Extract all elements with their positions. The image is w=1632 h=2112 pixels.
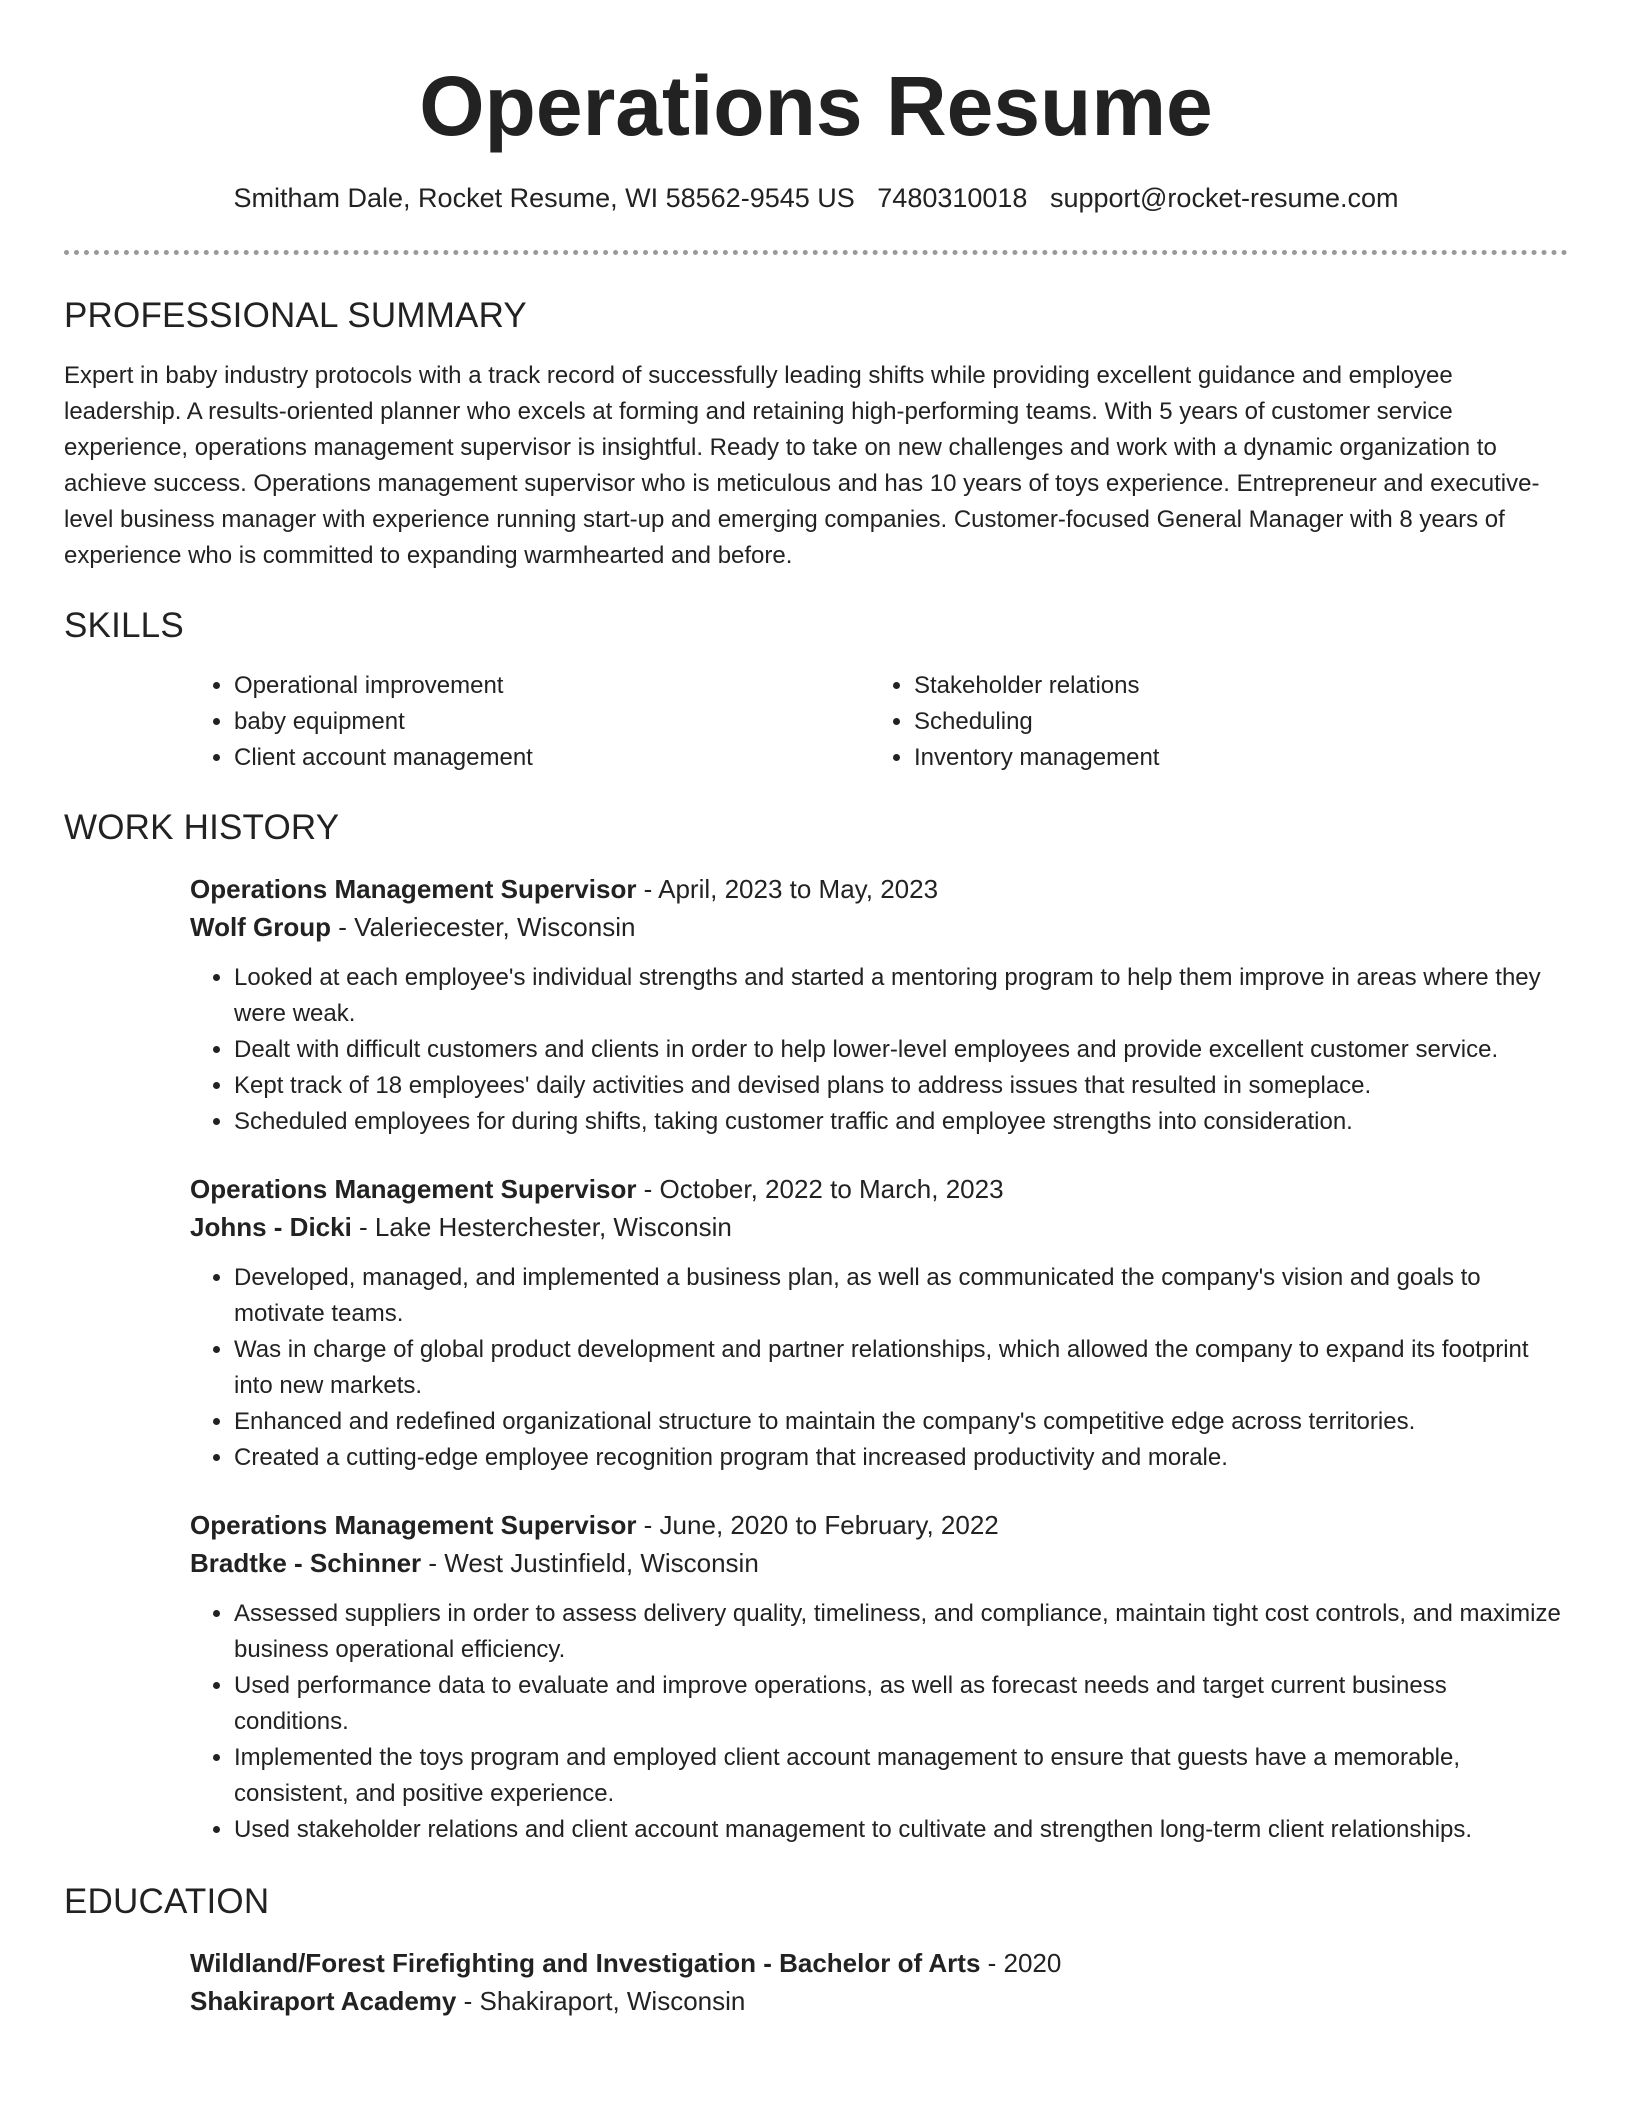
job-dates: - June, 2020 to February, 2022 xyxy=(636,1510,999,1540)
resume-title: Operations Resume xyxy=(419,59,1213,153)
job-bullets xyxy=(190,960,1568,1140)
education-degree-line xyxy=(190,1944,1568,1982)
job-company: Johns - Dicki xyxy=(190,1212,352,1242)
job-role: Operations Management Supervisor xyxy=(190,874,637,904)
contact-phone: 7480310018 xyxy=(877,183,1028,213)
skill-item: • Scheduling xyxy=(914,704,1550,740)
job-company: Wolf Group xyxy=(190,912,332,942)
job-title-line xyxy=(190,1170,1568,1208)
job-dates: - October, 2022 to March, 2023 xyxy=(636,1174,1004,1204)
job-dates: - April, 2023 to May, 2023 xyxy=(636,874,939,904)
job-location: - Valeriecester, Wisconsin xyxy=(331,912,636,942)
skill-item: • Stakeholder relations xyxy=(914,668,1550,704)
job-bullet: • Enhanced and redefined organizational structure to maintain the company's competitive edge across territories. xyxy=(234,1404,1568,1440)
education-degree: Wildland/Forest Firefighting and Investigation - Bachelor of Arts xyxy=(190,1948,981,1978)
job-entry xyxy=(190,1506,1568,1848)
job-location: - West Justinfield, Wisconsin xyxy=(421,1548,759,1578)
skills-heading: SKILLS xyxy=(64,606,184,645)
education-section xyxy=(64,1878,1568,2020)
job-company-line xyxy=(190,1208,1568,1246)
education-year: - 2020 xyxy=(980,1948,1062,1978)
job-role: Operations Management Supervisor xyxy=(190,1174,637,1204)
skill-item: • Client account management xyxy=(234,740,870,776)
skills-list-left xyxy=(190,668,870,776)
job-role: Operations Management Supervisor xyxy=(190,1510,637,1540)
job-title-line xyxy=(190,1506,1568,1544)
job-company-line xyxy=(190,908,1568,946)
job-bullet: • Was in charge of global product development and partner relationships, which allowed the company to expand its footprint into new markets. xyxy=(234,1332,1568,1404)
job-company: Bradtke - Schinner xyxy=(190,1548,422,1578)
job-company-line xyxy=(190,1544,1568,1582)
skill-item: • baby equipment xyxy=(234,704,870,740)
education-school-line xyxy=(190,1982,1568,2020)
summary-heading: PROFESSIONAL SUMMARY xyxy=(64,296,527,335)
contact-address: Smitham Dale, Rocket Resume, WI 58562-9545 US xyxy=(233,183,855,213)
skill-item: • Operational improvement xyxy=(234,668,870,704)
job-bullet: • Kept track of 18 employees' daily activities and devised plans to address issues that resulted in someplace. xyxy=(234,1068,1568,1104)
job-bullet: • Looked at each employee's individual strengths and started a mentoring program to help them improve in areas where they were weak. xyxy=(234,960,1568,1032)
job-bullet: • Assessed suppliers in order to assess delivery quality, timeliness, and compliance, maintain tight cost controls, and maximize business operational efficiency. xyxy=(234,1596,1568,1668)
education-school: Shakiraport Academy xyxy=(190,1986,457,2016)
job-bullet: • Dealt with difficult customers and clients in order to help lower-level employees and provide excellent customer service. xyxy=(234,1032,1568,1068)
contact-line xyxy=(0,180,1632,216)
job-entry xyxy=(190,1170,1568,1476)
summary-text: Expert in baby industry protocols with a track record of successfully leading shifts while providing excellent guidance and employee leadership. A results-oriented planner who excels at forming and retaining high-performing teams. With 5 years of customer service experience, operations management supervisor is insightful. Ready to take on new challenges and work with a dynamic organization to achieve success. Operations management supervisor who is meticulous and has 10 years of toys experience. Entrepreneur and executive-level business manager with experience running start-up and emerging companies. Customer-focused General Manager with 8 years of experience who is committed to expanding warmhearted and before. xyxy=(64,362,1540,569)
header-divider xyxy=(64,250,1568,255)
job-title-line xyxy=(190,870,1568,908)
work-heading: WORK HISTORY xyxy=(64,808,340,847)
job-bullet: • Scheduled employees for during shifts, taking customer traffic and employee strengths into consideration. xyxy=(234,1104,1568,1140)
skill-item: • Inventory management xyxy=(914,740,1550,776)
job-bullet: • Created a cutting-edge employee recognition program that increased productivity and morale. xyxy=(234,1440,1568,1476)
job-bullets xyxy=(190,1596,1568,1848)
skills-list-right xyxy=(870,668,1550,776)
job-location: - Lake Hesterchester, Wisconsin xyxy=(351,1212,732,1242)
resume-content xyxy=(64,292,1568,2048)
job-entry xyxy=(190,870,1568,1140)
job-bullet: • Implemented the toys program and employed client account management to ensure that guests have a memorable, consistent, and positive experience. xyxy=(234,1740,1568,1812)
summary-section xyxy=(64,292,1568,574)
contact-email: support@rocket-resume.com xyxy=(1049,183,1399,213)
skills-grid xyxy=(190,668,1568,776)
job-bullet: • Developed, managed, and implemented a business plan, as well as communicated the company's vision and goals to motivate teams. xyxy=(234,1260,1568,1332)
job-bullet: • Used performance data to evaluate and improve operations, as well as forecast needs and target current business conditions. xyxy=(234,1668,1568,1740)
work-section xyxy=(64,804,1568,1848)
education-entry xyxy=(190,1944,1568,2020)
skills-section xyxy=(64,602,1568,776)
job-bullets xyxy=(190,1260,1568,1476)
job-bullet: • Used stakeholder relations and client account management to cultivate and strengthen long-term client relationships. xyxy=(234,1812,1568,1848)
education-heading: EDUCATION xyxy=(64,1882,270,1921)
education-location: - Shakiraport, Wisconsin xyxy=(456,1986,746,2016)
